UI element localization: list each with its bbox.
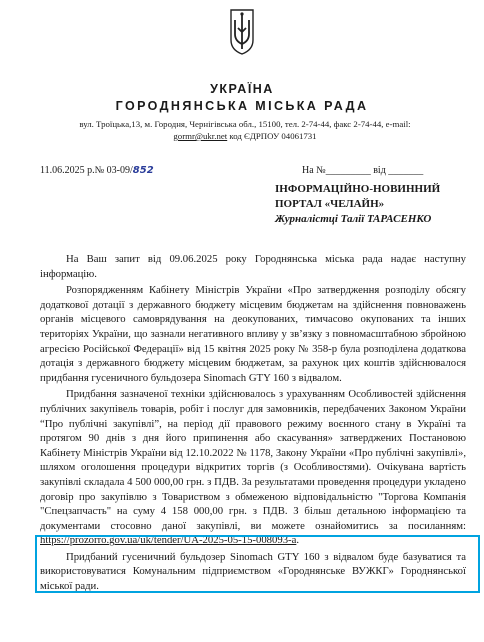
- recipient-line-1: ІНФОРМАЦІЙНО-НОВИННИЙ: [275, 183, 441, 195]
- highlight-box: [35, 535, 480, 593]
- recipient-block: [275, 182, 475, 227]
- paragraph-1: На Ваш запит від 09.06.2025 року Городнянська міська рада надає наступну інформацію.: [40, 253, 466, 280]
- outgoing-number: 11.06.2025 р.№ 03-09/852: [40, 165, 154, 176]
- reply-reference: На №_________ від _______: [302, 165, 424, 176]
- edrpou-code: код ЄДРПОУ 04061731: [229, 131, 317, 141]
- handwritten-number: 852: [132, 165, 154, 176]
- country-heading: УКРАЇНА: [210, 82, 274, 96]
- prozorro-link[interactable]: https://prozorro.gov.ua/uk/tender/UA-2025-05-15-008093-a: [40, 534, 297, 547]
- paragraph-4: Придбаний гусеничний бульдозер Sinomach GTY 160 з відвалом буде базуватися та використовуватися Комунальним підприємством «Городнянське ВУЖКГ» Городнянської міської ради.: [40, 550, 466, 593]
- recipient-line-3: Журналістці Талії ТАРАСЕНКО: [275, 213, 432, 225]
- paragraph-2: Розпорядженням Кабінету Міністрів України «Про затвердження розподілу обсягу додаткової дотації з державного бюджету місцевим бюджетам на здійснення повноважень органів місцевого самоврядування на деокупованих, тимчасово окупованих та інших територіях України, що зазнали негативного впливу у зв’язку з повномасштабною збройною агресією Російської Федерації» від 15 квітня 2025 року № 358-р була розподілена додаткова дотація з державного бюджету місцевим бюджетам, за рахунок цих коштів здійснювалося придбання гусеничного бульдозера Sinomach GTY 160 з відвалом.: [40, 284, 466, 384]
- paragraph-3: Придбання зазначеної техніки здійснювалось з урахуванням Особливостей здійснення публічних закупівель товарів, робіт і послуг для замовників, передбачених Законом України “Про публічні закупівлі”, на період дії правового режиму воєнного стану в Україні та протягом 90 днів з дня його припинення або скасування» затверджених Постановою Кабінету Міністрів України від 12.10.2022 № 1178, Закону України «Про публічні закупівлі», шляхом оголошення процедури відкритих торгів (з Особливостями). Очікувана вартість закупівлі складала 4 500 000,00 грн. з ПДВ. За результатами проведення процедури укладено договір про закупівлю з Товариством з обмеженою відповідальністю "Торгова Компанія "Спецзапчасть" на суму 4 158 000,00 грн. з ПДВ. З більш детальною інформацією та документами стосовно даної закупівлі, ви можете ознайомитись за посиланням: https://prozorro.gov.ua/uk/tender/UA-2025-05-15-008093-a.: [40, 388, 466, 547]
- address-text: вул. Троїцька,13, м. Городня, Чернігівська обл., 15100, тел. 2-74-44, факс 2-74-44, e-mail:: [79, 119, 411, 129]
- address-block: [34, 118, 456, 142]
- council-heading: ГОРОДНЯНСЬКА МІСЬКА РАДА: [115, 99, 369, 113]
- recipient-line-2: ПОРТАЛ «ЧЕЛАЙН»: [275, 198, 385, 210]
- email-link[interactable]: gormr@ukr.net: [173, 131, 228, 141]
- document-reference-line: [40, 165, 458, 179]
- trident-coat-of-arms-icon: [229, 8, 255, 56]
